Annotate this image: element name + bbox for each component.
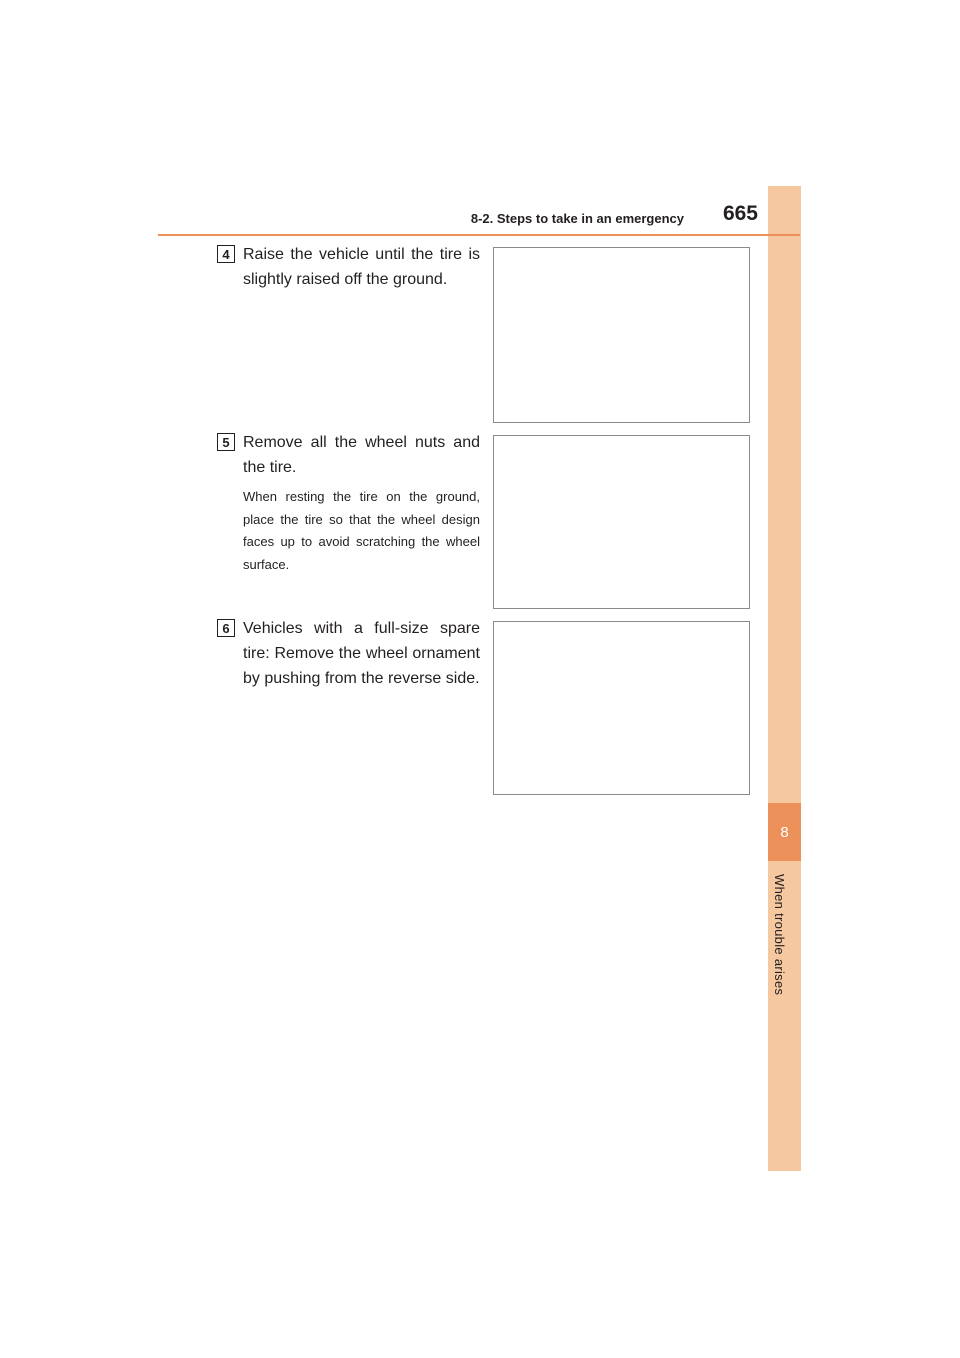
step-text-6: Vehicles with a full-size spare tire: Remove the wheel ornament by pushing from the reverse side. bbox=[243, 620, 480, 687]
chapter-title: When trouble arises bbox=[772, 874, 787, 996]
step-5-illustration bbox=[493, 435, 750, 609]
page-header bbox=[158, 200, 800, 236]
step-number-5: 5 bbox=[217, 433, 235, 451]
step-text-5: Remove all the wheel nuts and the tire. bbox=[243, 434, 480, 476]
step-text-4: Raise the vehicle until the tire is slightly raised off the ground. bbox=[243, 246, 480, 288]
step-number-6: 6 bbox=[217, 619, 235, 637]
page-number: 665 bbox=[722, 202, 758, 225]
step-6-illustration bbox=[493, 621, 750, 795]
step-4-illustration bbox=[493, 247, 750, 423]
step-number-4: 4 bbox=[217, 245, 235, 263]
chapter-number: 8 bbox=[768, 803, 801, 861]
section-title: 8-2. Steps to take in an emergency bbox=[470, 211, 684, 226]
chapter-side-tab bbox=[768, 186, 801, 1171]
step-note-5: When resting the tire on the ground, place the tire so that the wheel design faces up to avoid scratching the wheel surface. bbox=[243, 489, 480, 572]
